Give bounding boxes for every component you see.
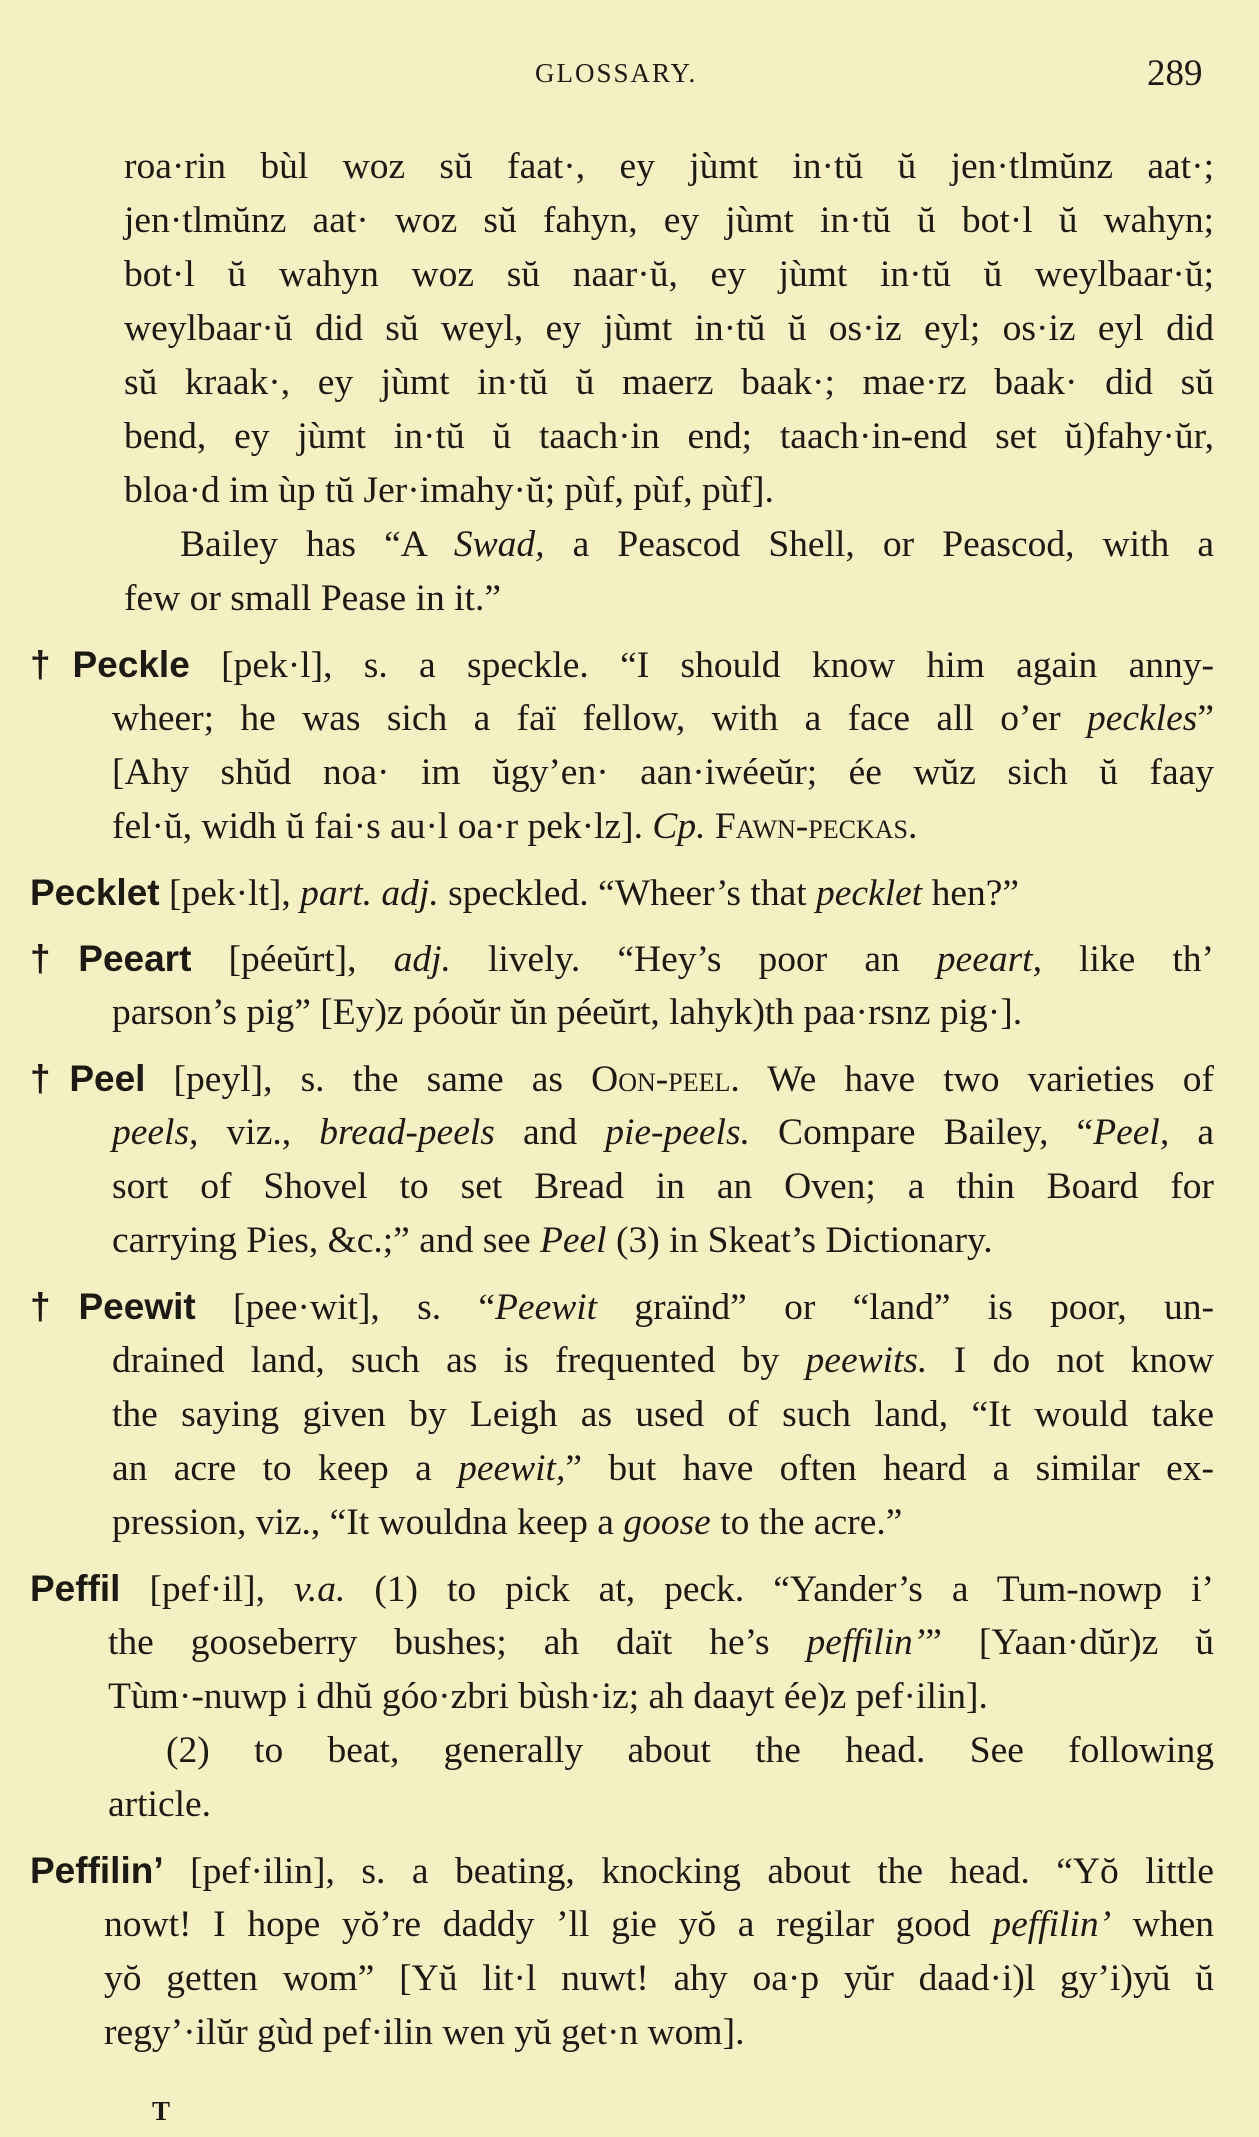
headword: †Peeart <box>30 938 192 979</box>
text-line: Bailey has “A Swad, a Peascod Shell, or Peascod, with a <box>180 524 1214 565</box>
text-line: wheer; he was sich a faï fellow, with a face all o’er peckles” <box>112 698 1214 739</box>
text-line: weylbaar·ŭ did sŭ weyl, ey jùmt in·tŭ ŭ os·iz eyl; os·iz eyl did <box>124 308 1214 349</box>
text-line: the gooseberry bushes; ah daït he’s peffilin’” [Yaan·dŭr)z ŭ <box>108 1622 1215 1663</box>
text-line: [Ahy shŭd noa· im ŭgy’en· aan·iwéeŭr; ée wŭz sich ŭ faay <box>112 752 1214 793</box>
entry-peel: †Peel [peyl], s. the same as Oon-peel. We have two varieties of <box>30 1058 1214 1100</box>
text-line: fel·ŭ, widh ŭ fai·s au·l oa·r pek·lz]. Cp. Fawn-peckas. <box>112 806 918 847</box>
text-line: sŭ kraak·, ey jùmt in·tŭ ŭ maerz baak·; mae·rz baak· did sŭ <box>124 362 1214 403</box>
text-line: yŏ getten wom” [Yŭ lit·l nuwt! ahy oa·p yŭr daad·i)l gy’i)yŭ ŭ <box>104 1958 1214 1999</box>
text-line: pression, viz., “It wouldna keep a goose to the acre.” <box>112 1502 903 1543</box>
text-line: peels, viz., bread-peels and pie-peels. Compare Bailey, “Peel, a <box>112 1112 1214 1153</box>
text-line: few or small Pease in it.” <box>124 578 501 619</box>
text-line: an acre to keep a peewit,” but have often heard a similar ex- <box>112 1448 1215 1489</box>
entry-pecklet: Pecklet [pek·lt], part. adj. speckled. “Wheer’s that pecklet hen?” <box>30 872 1019 914</box>
running-head-title: GLOSSARY. <box>535 58 698 88</box>
text-line: article. <box>108 1784 212 1825</box>
headword: †Peewit <box>30 1286 196 1327</box>
text-line: drained land, such as is frequented by peewits. I do not know <box>112 1340 1214 1381</box>
text-line: bot·l ŭ wahyn woz sŭ naar·ŭ, ey jùmt in·tŭ ŭ weylbaar·ŭ; <box>124 254 1214 295</box>
entry-peffilin: Peffilin’ [pef·ilin], s. a beating, knocking about the head. “Yŏ little <box>30 1850 1214 1892</box>
text-line: carrying Pies, &c.;” and see Peel (3) in Skeat’s Dictionary. <box>112 1220 993 1261</box>
cross-reference: Oon-peel. <box>591 1059 740 1100</box>
text-line: bend, ey jùmt in·tŭ ŭ taach·in end; taach·in-end set ŭ)fahy·ŭr, <box>124 416 1214 457</box>
text-line: (2) to beat, generally about the head. See following <box>166 1730 1214 1771</box>
headword: Pecklet <box>30 872 160 913</box>
running-head <box>0 52 1259 102</box>
entry-peeart: †Peeart [péeŭrt], adj. lively. “Hey’s poor an peeart, like th’ <box>30 938 1214 980</box>
headword: Peffilin’ <box>30 1850 164 1891</box>
entry-peckle: †Peckle [pek·l], s. a speckle. “I should know him again anny- <box>30 644 1214 686</box>
headword: Peffil <box>30 1568 121 1609</box>
text-line: the saying given by Leigh as used of such land, “It would take <box>112 1394 1214 1435</box>
text-line: bloa·d im ùp tŭ Jer·imahy·ŭ; pùf, pùf, pùf]. <box>124 470 774 511</box>
page-number: 289 <box>1147 53 1203 94</box>
cross-reference: Fawn-peckas. <box>714 806 918 847</box>
text-line: roa·rin bùl woz sŭ faat·, ey jùmt in·tŭ ŭ jen·tlmŭnz aat·; <box>124 146 1214 187</box>
text-line: parson’s pig” [Ey)z póoŭr ŭn péeŭrt, lahyk)th paa·rsnz pig·]. <box>112 992 1023 1033</box>
entry-peffil: Peffil [pef·il], v.a. (1) to pick at, peck. “Yander’s a Tum-nowp i’ <box>30 1568 1214 1610</box>
text-line: regy’·ilŭr gùd pef·ilin wen yŭ get·n wom]. <box>104 2012 745 2053</box>
text-line: Tùm·-nuwp i dhŭ góo·zbri bùsh·iz; ah daayt ée)z pef·ilin]. <box>108 1676 988 1717</box>
headword: †Peel <box>30 1058 146 1099</box>
signature-mark: T <box>152 2096 171 2126</box>
headword: †Peckle <box>30 644 190 685</box>
text-line: nowt! I hope yŏ’re daddy ’ll gie yŏ a regilar good peffilin’ when <box>104 1904 1214 1945</box>
text-line: sort of Shovel to set Bread in an Oven; a thin Board for <box>112 1166 1214 1207</box>
entry-peewit: †Peewit [pee·wit], s. “Peewit graïnd” or “land” is poor, un- <box>30 1286 1214 1328</box>
text-line: jen·tlmŭnz aat· woz sŭ fahyn, ey jùmt in·tŭ ŭ bot·l ŭ wahyn; <box>124 200 1214 241</box>
